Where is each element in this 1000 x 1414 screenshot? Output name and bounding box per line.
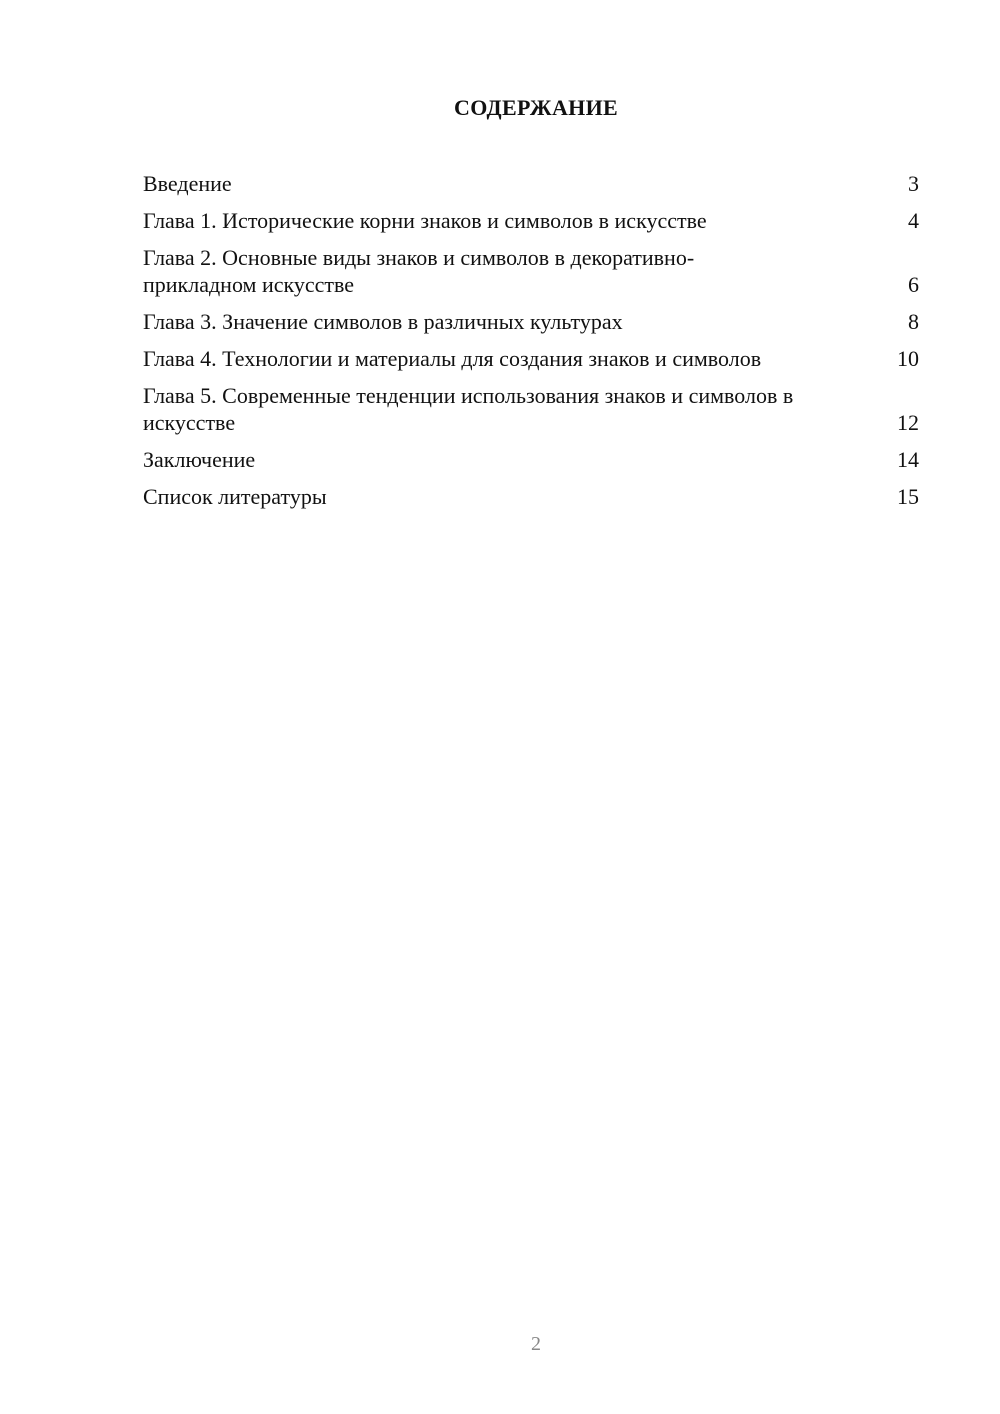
toc-entry-introduction [143,170,919,197]
toc-entry-text: Список литературы [143,484,327,509]
toc-entry-chapter-3 [143,308,919,335]
toc-entry-page: 3 [908,171,919,196]
toc-entry-page: 14 [897,447,919,472]
toc-entry-page: 8 [908,309,919,334]
toc-entry-page: 4 [908,208,919,233]
toc-entry-page: 6 [908,272,919,297]
table-of-contents [143,170,919,520]
toc-heading: СОДЕРЖАНИЕ [454,95,618,120]
toc-entry-chapter-2 [143,244,919,298]
toc-entry-page: 10 [897,346,919,371]
toc-entry-page: 15 [897,484,919,509]
toc-entry-text: Глава 2. Основные виды знаков и символов в декоративно-прикладном искусстве [143,245,695,297]
toc-entry-text: Глава 5. Современные тенденции использования знаков и символов в искусстве [143,383,794,435]
toc-entry-conclusion [143,446,919,473]
toc-entry-bibliography [143,483,919,510]
toc-entry-text: Введение [143,171,232,196]
toc-entry-page: 12 [897,410,919,435]
toc-entry-text: Глава 3. Значение символов в различных культурах [143,309,623,334]
toc-entry-chapter-1 [143,207,919,234]
toc-entry-chapter-4 [143,345,919,372]
page-number: 2 [531,1333,541,1355]
toc-entry-text: Глава 1. Исторические корни знаков и символов в искусстве [143,208,707,233]
toc-entry-chapter-5 [143,382,919,436]
toc-entry-text: Глава 4. Технологии и материалы для создания знаков и символов [143,346,762,371]
toc-entry-text: Заключение [143,447,256,472]
